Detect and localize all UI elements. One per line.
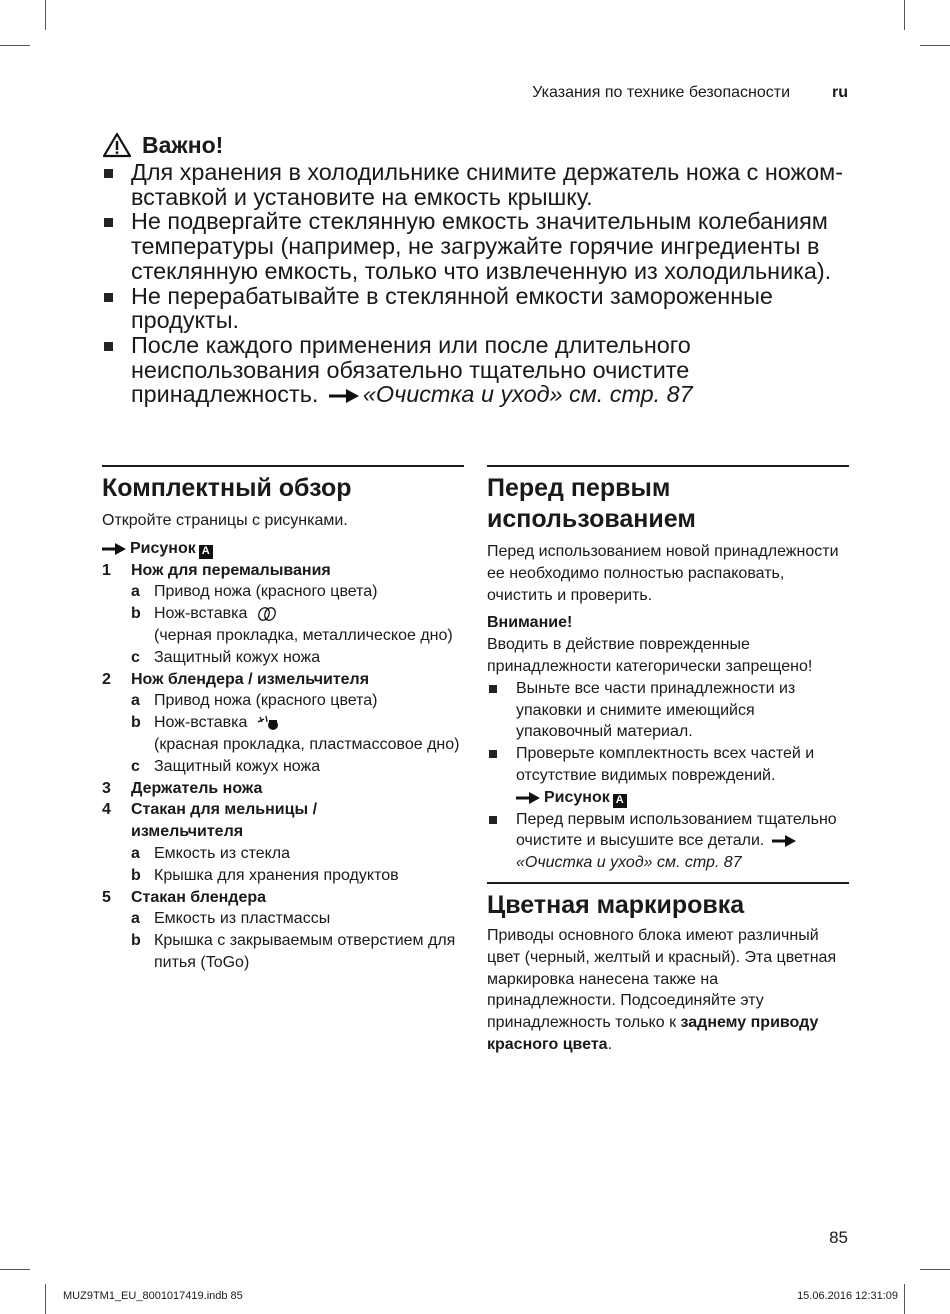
cross-reference-link[interactable]: «Очистка и уход» см. стр. 87 bbox=[516, 854, 742, 872]
crop-mark bbox=[904, 0, 905, 30]
page-number: 85 bbox=[829, 1228, 848, 1247]
header-title: Указания по технике безопасности bbox=[532, 84, 790, 101]
section-intro: Откройте страницы с рисунками. bbox=[102, 512, 348, 529]
warning-item: Не перерабатывайте в стеклянной емкости замороженные продукты. bbox=[102, 284, 862, 333]
item-label: Нож для перемалывания bbox=[131, 561, 331, 579]
list-item: 2 Нож блендера / измельчителя bbox=[102, 670, 370, 688]
section-rule bbox=[487, 882, 849, 884]
sub-item: a Емкость из пластмассы bbox=[131, 910, 331, 928]
bullet-item: Проверьте комплектность всех частей и отсутствие видимых повреждений. Рисунок A bbox=[487, 743, 849, 808]
sub-item: c Защитный кожух ножа bbox=[131, 757, 321, 775]
section-title: Перед первым использованием bbox=[487, 474, 696, 533]
figure-badge: A bbox=[199, 545, 213, 559]
bullet-item: Перед первым использованием тщательно очистите и высушите все детали. «Очистка и уход» см. стр. 87 bbox=[487, 809, 849, 874]
section-title: Цветная маркировка bbox=[487, 890, 745, 919]
warning-item: Не подвергайте стеклянную емкость значительным колебаниям температуры (например, не загружайте горячие ингредиенты в стеклянную емкость, только что извлеченную из холодильника). bbox=[102, 209, 862, 283]
bullet-item: Выньте все части принадлежности из упаковки и снимите имеющийся упаковочный материал. bbox=[487, 678, 849, 743]
arrow-right-icon bbox=[516, 792, 540, 804]
figure-badge: A bbox=[613, 794, 627, 808]
arrow-right-icon bbox=[329, 389, 359, 403]
sub-item: b Нож-вставка (красная прокладка, пластмассовое дно) bbox=[131, 714, 460, 753]
warning-list bbox=[102, 160, 862, 407]
sub-item: a Привод ножа (красного цвета) bbox=[131, 583, 378, 601]
sub-item: b Крышка с закрываемым отверстием для питья (ToGo) bbox=[131, 932, 456, 971]
section-intro: Перед использованием новой принадлежности ее необходимо полностью распаковать, очистить и проверить. bbox=[487, 543, 839, 604]
attention-title: Внимание! bbox=[487, 614, 573, 632]
figure-reference[interactable]: Рисунок A bbox=[516, 789, 627, 806]
warning-heading bbox=[102, 130, 862, 160]
figure-reference[interactable] bbox=[102, 538, 464, 560]
warning-item-text: После каждого применения или после длительного неиспользования обязательно тщательно очистите принадлежность. bbox=[131, 331, 691, 408]
footer-date: 15.06.2016 12:31:09 bbox=[797, 1290, 898, 1302]
warning-triangle-icon bbox=[102, 132, 132, 158]
footer-file: MUZ9TM1_EU_8001017419.indb 85 bbox=[63, 1290, 243, 1302]
arrow-right-icon bbox=[102, 543, 126, 555]
section-rule bbox=[102, 465, 464, 467]
first-use-section bbox=[487, 465, 849, 1056]
blender-blade-icon bbox=[256, 714, 280, 732]
warning-item bbox=[102, 333, 862, 407]
section-rule bbox=[487, 465, 849, 467]
list-item: 5 Стакан блендера bbox=[102, 888, 267, 906]
attention-text: Вводить в действие поврежденные принадлежности категорически запрещено! bbox=[487, 636, 813, 675]
sub-item: b Крышка для хранения продуктов bbox=[131, 866, 399, 884]
crop-mark bbox=[904, 1284, 905, 1314]
sub-item: b Нож-вставка (черная прокладка, металлическое дно) bbox=[131, 605, 453, 644]
grinding-blade-icon bbox=[256, 606, 278, 622]
warning-block bbox=[102, 130, 862, 407]
list-item bbox=[102, 560, 464, 582]
language-code: ru bbox=[832, 84, 848, 101]
cross-reference-link[interactable]: «Очистка и уход» см. стр. 87 bbox=[362, 381, 693, 408]
sub-item: c Защитный кожух ножа bbox=[131, 648, 321, 666]
warning-item: Для хранения в холодильнике снимите держатель ножа с ножом-вставкой и установите на емкость крышку. bbox=[102, 160, 862, 209]
crop-mark bbox=[45, 1284, 46, 1314]
list-item: 3 Держатель ножа bbox=[102, 779, 263, 797]
running-header bbox=[0, 84, 950, 108]
overview-section bbox=[102, 465, 464, 974]
warning-title: Важно! bbox=[142, 131, 224, 158]
crop-mark bbox=[0, 45, 30, 46]
crop-mark bbox=[45, 0, 46, 30]
color-text: Приводы основного блока имеют различный цвет (черный, желтый и красный). Эта цветная маркировка нанесена также на принадлежности. Подсоединяйте эту принадлежность только к заднему приводу красного цвета. bbox=[487, 926, 837, 1053]
arrow-right-icon bbox=[772, 835, 796, 847]
crop-mark bbox=[920, 45, 950, 46]
sub-item: a Емкость из стекла bbox=[131, 844, 291, 862]
section-title: Комплектный обзор bbox=[102, 474, 352, 502]
item-number: 1 bbox=[102, 561, 111, 579]
crop-mark bbox=[920, 1269, 950, 1270]
figure-label: Рисунок bbox=[130, 539, 196, 557]
list-item: 4 Стакан для мельницы / измельчителя bbox=[102, 801, 318, 841]
sub-item: a Привод ножа (красного цвета) bbox=[131, 692, 378, 710]
crop-mark bbox=[0, 1269, 30, 1270]
